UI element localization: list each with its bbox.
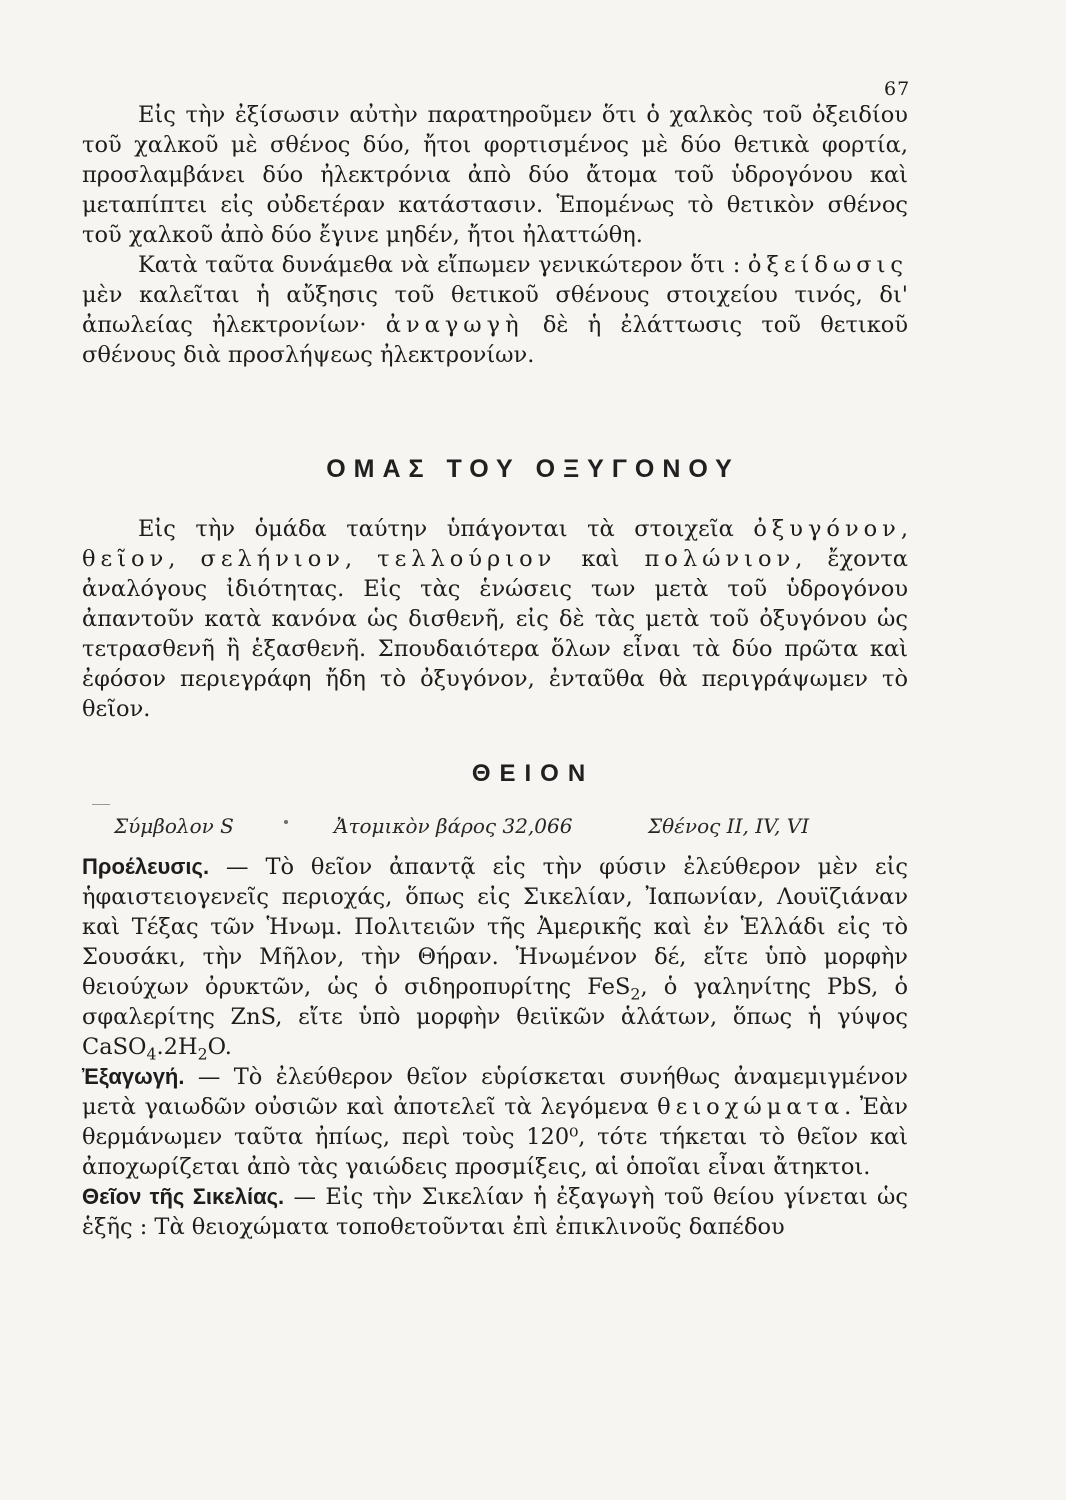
sicily-paragraph xyxy=(82,1182,908,1242)
page-number: 67 xyxy=(884,78,911,100)
extraction-term: θειοχώματα xyxy=(657,1094,845,1120)
group-paragraph-end: , ἔχοντα ἀναλόγους ἰδιότητας. Εἰς τὰς ἑνώσεις των μετὰ τοῦ ὑδρογόνου ἀπαντοῦν κατὰ κανόνα ὡς δισθενῆ, εἰς δὲ τὰς μετὰ τοῦ ὀξυγόνου ὡς τετρασθενῆ ἢ ἑξασθενῆ. Σπουδαιότερα ὅλων εἶναι τὰ δύο πρῶτα καὶ ἐφόσον περιεγράφη ἤδη τὸ ὀξυγόνον, ἐνταῦθα θὰ περιγράψωμεν τὸ θεῖον. xyxy=(82,546,908,722)
origin-text-2: , ὁ γαληνίτης PbS, ὁ σφαλερίτης ZnS, εἴτε ὑπὸ μορφὴν θειϊκῶν ἁλάτων, ὅπως ἡ γύψος CaSO xyxy=(82,974,909,1060)
heading-oxygen-group: ΟΜΑΣ ΤΟΥ ΟΞΥΓΟΝΟΥ xyxy=(326,455,740,483)
element-sulfur: θεῖον xyxy=(82,546,169,572)
origin-text-4: O. xyxy=(207,1034,232,1060)
extraction-text-2: . Ἐὰν θερμάνωμεν ταῦτα ἠπίως, περὶ τοὺς 120⁰, τότε τήκεται τὸ θεῖον καὶ ἀποχωρίζεται ἀπὸ τὰς γαιώδεις προσμίξεις, αἱ ὁποῖαι εἶναι ἄτηκτοι. xyxy=(82,1094,908,1180)
group-paragraph xyxy=(82,514,908,724)
sicily-title: Θεῖον τῆς Σικελίας. xyxy=(82,1184,285,1209)
term-reduction: ἀναγωγὴ xyxy=(385,312,524,338)
element-oxygen: ὀξυγόνον xyxy=(753,516,901,542)
origin-text-3: .2H xyxy=(156,1034,198,1060)
separator-1: , xyxy=(900,516,908,542)
oxygen-group-section xyxy=(82,514,908,724)
print-mark xyxy=(92,804,110,805)
separator-3: , xyxy=(344,546,353,572)
sulfur-section xyxy=(82,852,908,1242)
origin-sub-2: 4 xyxy=(146,1044,157,1064)
group-paragraph-start: Εἰς τὴν ὁμάδα ταύτην ὑπάγονται τὰ στοιχεῖα xyxy=(138,516,734,542)
sulfur-symbol: Σύμβολον S xyxy=(114,814,234,838)
conjunction: καὶ xyxy=(581,546,620,572)
extraction-text-1: — Τὸ ἐλεύθερον θεῖον εὑρίσκεται συνήθως ἀναμεμιγμένον μετὰ γαιωδῶν οὐσιῶν καὶ ἀποτελεῖ τὰ λεγόμενα xyxy=(82,1064,908,1120)
element-polonium: πολώνιον xyxy=(644,546,796,572)
sicily-text: — Εἰς τὴν Σικελίαν ἡ ἐξαγωγὴ τοῦ θείου γίνεται ὡς ἑξῆς : Τὰ θειοχώματα τοποθετοῦνται ἐπὶ ἐπικλινοῦς δαπέδου xyxy=(82,1184,908,1240)
element-tellurium: τελλούριον xyxy=(377,546,557,572)
origin-paragraph xyxy=(82,852,908,1062)
term-oxidation: ὀξείδωσις xyxy=(747,252,909,278)
sulfur-valence: Σθένος II, IV, VI xyxy=(648,814,810,838)
intro-paragraph-2 xyxy=(82,250,908,370)
intro-paragraph-1: Εἰς τὴν ἐξίσωσιν αὐτὴν παρατηροῦμεν ὅτι ὁ χαλκὸς τοῦ ὀξειδίου τοῦ χαλκοῦ μὲ σθένος δύο, ἤτοι φορτισμένος μὲ δύο θετικὰ φορτία, προσλαμβάνει δύο ἠλεκτρόνια ἀπὸ δύο ἄτομα τοῦ ὑδρογόνου καὶ μεταπίπτει εἰς οὐδετέραν κατάστασιν. Ἑπομένως τὸ θετικὸν σθένος τοῦ χαλκοῦ ἀπὸ δύο ἔγινε μηδέν, ἤτοι ἠλαττώθη. xyxy=(82,102,908,248)
element-selenium: σελήνιον xyxy=(200,546,345,572)
origin-sub-3: 2 xyxy=(197,1044,208,1064)
origin-title: Προέλευσις. xyxy=(82,854,210,879)
heading-sulfur: ΘΕΙΟΝ xyxy=(471,760,595,787)
origin-sub-1: 2 xyxy=(630,984,641,1004)
sulfur-atomic-weight: Ἀτομικὸν βάρος 32,066 xyxy=(334,814,573,838)
intro-paragraph-2-middle: μὲν καλεῖται ἡ αὔξησις τοῦ θετικοῦ σθένους στοιχείου τινός, δι' ἀπωλείας ἠλεκτρονίων· xyxy=(82,282,908,338)
origin-text-1: — Τὸ θεῖον ἀπαντᾷ εἰς τὴν φύσιν ἐλεύθερον μὲν εἰς ἡφαιστειογενεῖς περιοχάς, ὅπως εἰς Σικελίαν, Ἰαπωνίαν, Λουϊζιάναν καὶ Τέξας τῶν Ἡνωμ. Πολιτειῶν τῆς Ἀμερικῆς καὶ ἐν Ἑλλάδι εἰς τὸ Σουσάκι, τὴν Μῆλον, τὴν Θήραν. Ἡνωμένον δέ, εἴτε ὑπὸ μορφὴν θειούχων ὀρυκτῶν, ὡς ὁ σιδηροπυρίτης FeS xyxy=(82,854,908,1000)
intro-section xyxy=(82,100,908,370)
extraction-paragraph xyxy=(82,1062,908,1182)
extraction-title: Ἐξαγωγή. xyxy=(82,1064,185,1089)
intro-paragraph-2-start: Κατὰ ταῦτα δυνάμεθα νὰ εἴπωμεν γενικώτερον ὅτι : xyxy=(138,252,741,278)
sulfur-info-line xyxy=(114,810,909,842)
intro-paragraph-2-end: δὲ ἡ ἐλάττωσις τοῦ θετικοῦ σθένους διὰ προσλήψεως ἠλεκτρονίων. xyxy=(82,312,909,368)
separator-2: , xyxy=(168,546,176,572)
